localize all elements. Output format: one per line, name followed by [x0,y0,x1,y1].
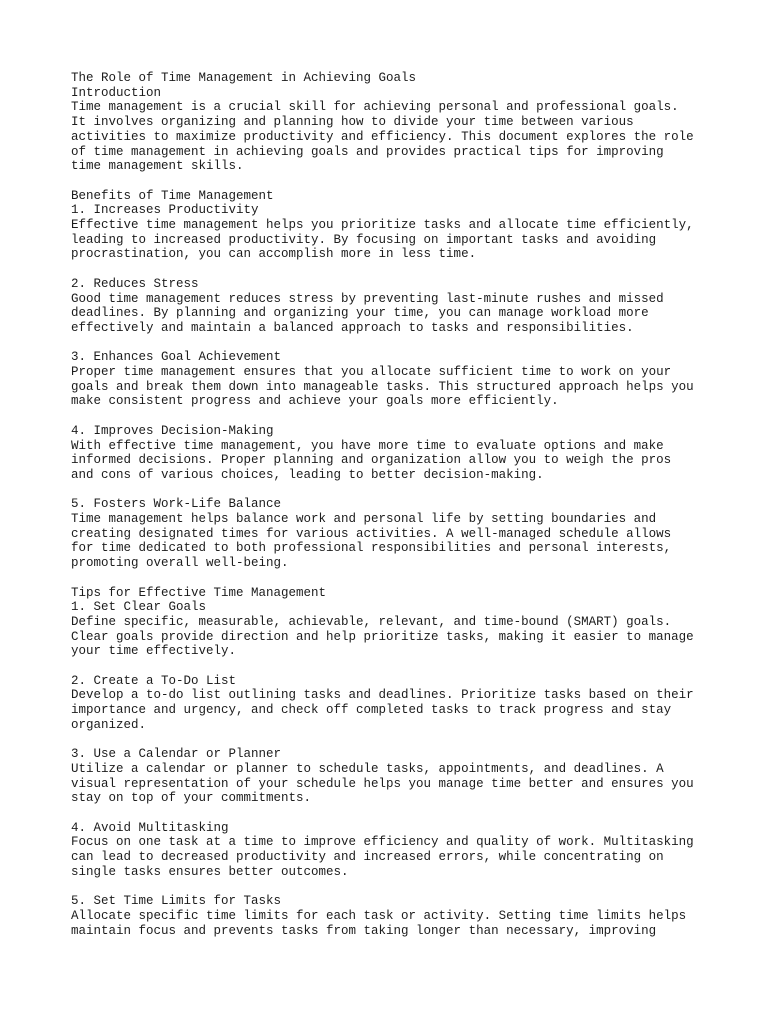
intro-heading: Introduction [71,85,162,100]
paragraph-gap [71,733,711,748]
benefit-line: procrastination, you can accomplish more in less time. [71,247,477,262]
intro-line: of time management in achieving goals and provides practical tips for improving [71,144,664,159]
tip-line: can lead to decreased productivity and increased errors, while concentrating on [71,850,664,865]
tip-section [71,821,711,880]
paragraph-gap [71,571,711,586]
document-title: The Role of Time Management in Achieving Goals [71,71,417,85]
benefit-section [71,497,711,571]
benefit-line: creating designated times for various activities. A well-managed schedule allows [71,526,672,541]
benefit-line: for time dedicated to both professional responsibilities and personal interests, [71,541,672,556]
intro-line: It involves organizing and planning how to divide your time between various [71,115,634,130]
benefit-line: With effective time management, you have more time to evaluate options and make [71,438,664,453]
intro-paragraph [71,100,711,174]
benefit-line: Time management helps balance work and personal life by setting boundaries and [71,512,657,527]
benefit-line: and cons of various choices, leading to better decision-making. [71,467,544,482]
paragraph-gap [71,483,711,498]
tip-line: Clear goals provide direction and help prioritize tasks, making it easier to manage [71,629,694,644]
benefit-section [71,277,711,336]
benefit-section [71,203,711,262]
paragraph-gap [71,174,711,189]
tip-line: Allocate specific time limits for each task or activity. Setting time limits helps [71,908,687,923]
benefit-line: informed decisions. Proper planning and organization allow you to weigh the pros [71,453,672,468]
tip-heading: 3. Use a Calendar or Planner [71,747,282,762]
tip-heading: 1. Set Clear Goals [71,600,207,615]
tip-line: organized. [71,717,147,732]
tip-heading: 4. Avoid Multitasking [71,820,229,835]
benefit-line: Proper time management ensures that you allocate sufficient time to work on your [71,365,672,380]
tip-line: your time effectively. [71,644,237,659]
tip-heading: 5. Set Time Limits for Tasks [71,894,282,909]
benefit-line: Good time management reduces stress by preventing last-minute rushes and missed [71,291,664,306]
tip-section [71,600,711,659]
benefit-section [71,424,711,483]
benefit-line: make consistent progress and achieve your goals more efficiently. [71,394,559,409]
tip-line: importance and urgency, and check off completed tasks to track progress and stay [71,703,672,718]
benefit-section [71,350,711,409]
benefits-heading: Benefits of Time Management [71,188,274,203]
tip-line: maintain focus and prevents tasks from taking longer than necessary, improving [71,923,657,938]
benefit-heading: 1. Increases Productivity [71,203,259,218]
intro-line: activities to maximize productivity and efficiency. This document explores the role [71,129,694,144]
benefit-line: deadlines. By planning and organizing your time, you can manage workload more [71,306,649,321]
benefit-line: Effective time management helps you prioritize tasks and allocate time efficiently, [71,218,694,233]
tips-heading: Tips for Effective Time Management [71,585,327,600]
benefit-line: leading to increased productivity. By focusing on important tasks and avoiding [71,232,657,247]
document-page [71,71,711,938]
tip-line: stay on top of your commitments. [71,791,312,806]
tip-heading: 2. Create a To-Do List [71,673,237,688]
paragraph-gap [71,806,711,821]
intro-line: Time management is a crucial skill for achieving personal and professional goals. [71,100,679,115]
tip-line: Focus on one task at a time to improve efficiency and quality of work. Multitasking [71,835,694,850]
benefit-heading: 5. Fosters Work-Life Balance [71,497,282,512]
paragraph-gap [71,336,711,351]
tip-line: single tasks ensures better outcomes. [71,864,349,879]
benefit-line: effectively and maintain a balanced approach to tasks and responsibilities. [71,320,634,335]
benefit-line: goals and break them down into manageable tasks. This structured approach helps you [71,379,694,394]
paragraph-gap [71,262,711,277]
tip-section [71,894,711,938]
benefit-heading: 2. Reduces Stress [71,276,199,291]
benefit-heading: 3. Enhances Goal Achievement [71,350,282,365]
tip-line: Define specific, measurable, achievable, relevant, and time-bound (SMART) goals. [71,614,672,629]
tip-line: Develop a to-do list outlining tasks and deadlines. Prioritize tasks based on their [71,688,694,703]
benefit-line: promoting overall well-being. [71,556,289,571]
tip-line: Utilize a calendar or planner to schedule tasks, appointments, and deadlines. A [71,761,664,776]
intro-line: time management skills. [71,159,244,174]
tip-line: visual representation of your schedule helps you manage time better and ensures you [71,776,694,791]
tip-section [71,674,711,733]
tip-section [71,747,711,806]
paragraph-gap [71,409,711,424]
benefit-heading: 4. Improves Decision-Making [71,423,274,438]
paragraph-gap [71,880,711,895]
paragraph-gap [71,659,711,674]
